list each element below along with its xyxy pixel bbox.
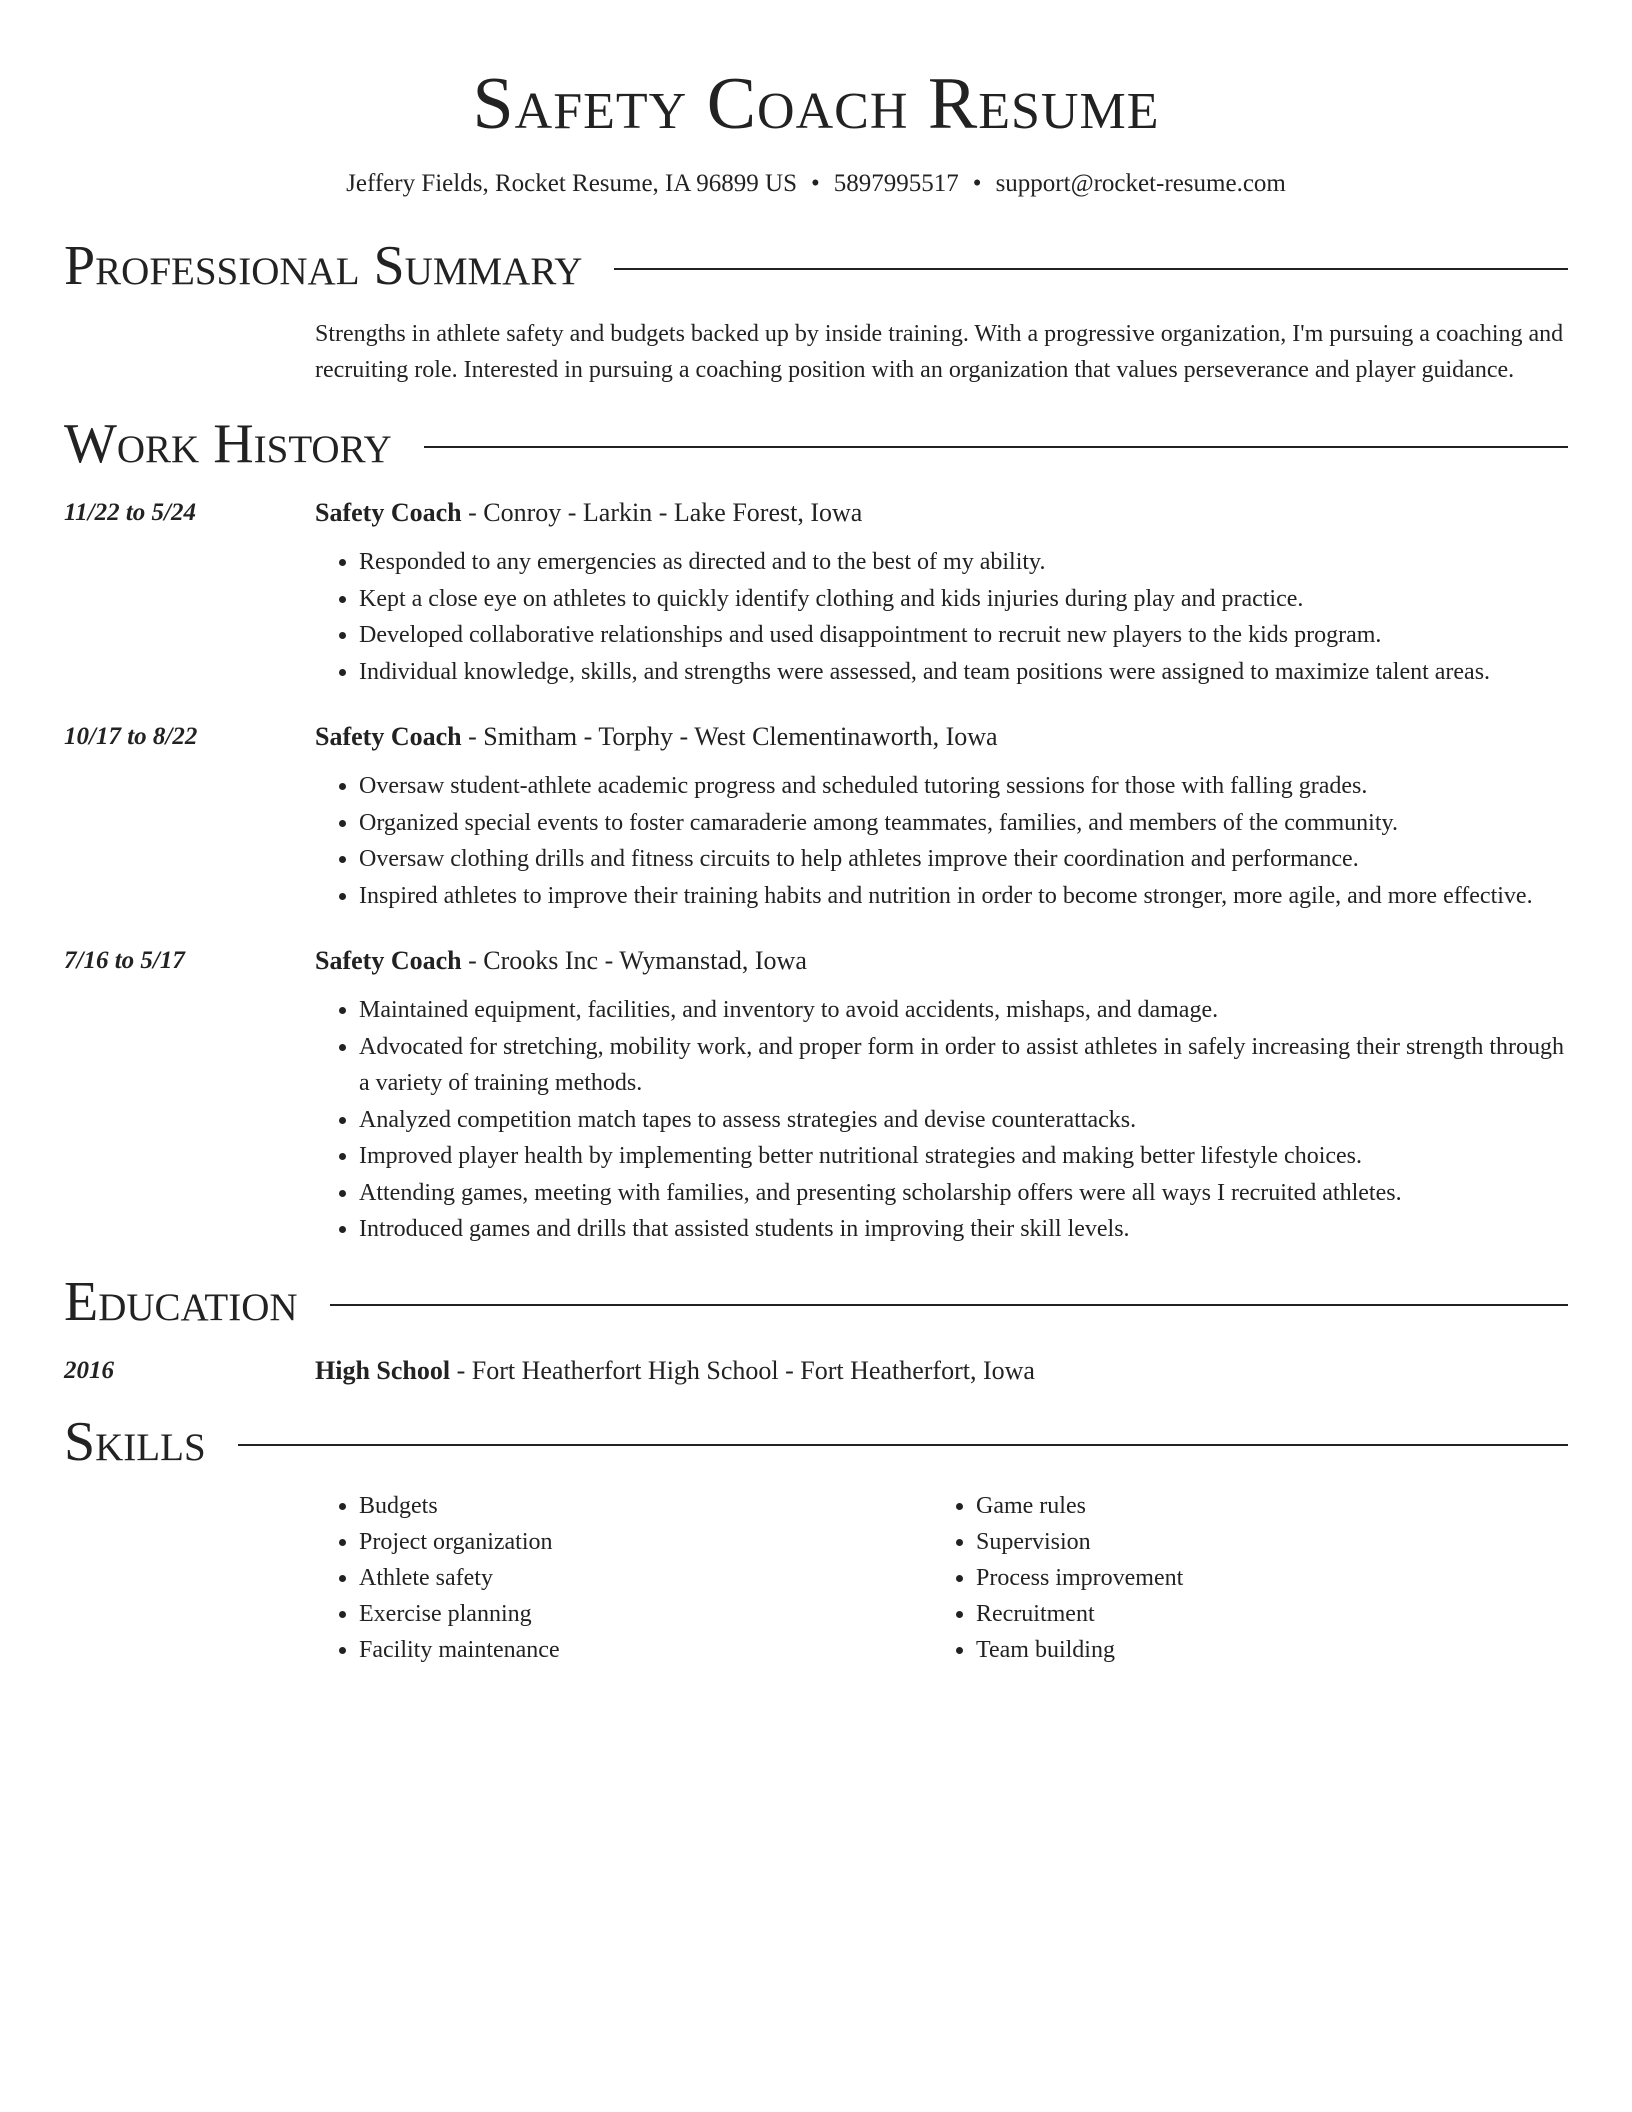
education-heading: Education	[64, 1270, 298, 1333]
skill-item: • Team building	[976, 1632, 1549, 1668]
education-entry	[64, 1354, 1568, 1388]
summary-heading: Professional Summary	[64, 235, 583, 297]
education-section-header	[64, 1270, 1568, 1334]
education-body	[315, 1354, 1568, 1388]
education-line	[315, 1354, 1568, 1388]
job-title-line	[315, 496, 1568, 530]
resume-title: Safety Coach Resume	[472, 63, 1160, 145]
job-body	[315, 944, 1568, 1248]
contact-separator: •	[811, 170, 820, 197]
job-bullet: • Individual knowledge, skills, and strengths were assessed, and team positions were assigned to maximize talent areas.	[359, 654, 1568, 691]
job-body	[315, 720, 1568, 914]
job-bullet: • Oversaw student-athlete academic progress and scheduled tutoring sessions for those with falling grades.	[359, 768, 1568, 805]
skills-spacer	[64, 1488, 315, 1668]
skills-row	[64, 1488, 1568, 1668]
job-title: Safety Coach	[315, 498, 462, 527]
work-section-header	[64, 412, 1568, 476]
contact-separator: •	[972, 170, 982, 197]
summary-section-header	[64, 234, 1568, 298]
skill-item: • Budgets	[359, 1488, 932, 1524]
section-divider	[330, 1304, 1568, 1306]
job-bullet: • Improved player health by implementing better nutritional strategies and making better lifestyle choices.	[359, 1138, 1568, 1175]
job-bullet: • Analyzed competition match tapes to assess strategies and devise counterattacks.	[359, 1102, 1568, 1139]
job-entry	[64, 720, 1568, 914]
job-title-line	[315, 944, 1568, 978]
job-title: Safety Coach	[315, 722, 462, 751]
job-entry	[64, 944, 1568, 1248]
job-bullet: • Kept a close eye on athletes to quickly identify clothing and kids injuries during play and practice.	[359, 581, 1568, 618]
skills-list	[932, 1488, 1549, 1668]
job-body	[315, 496, 1568, 690]
contact-line	[64, 168, 1568, 200]
education-degree: High School	[315, 1355, 451, 1385]
skill-item: • Facility maintenance	[359, 1632, 932, 1668]
skills-column-left	[315, 1488, 932, 1668]
skills-section-header	[64, 1410, 1568, 1474]
skill-item: • Recruitment	[976, 1596, 1549, 1632]
section-divider	[238, 1444, 1568, 1446]
job-bullet: • Advocated for stretching, mobility work, and proper form in order to assist athletes in safely increasing their strength through a variety of training methods.	[359, 1029, 1568, 1102]
education-year: 2016	[64, 1356, 114, 1384]
job-details: - Smitham - Torphy - West Clementinaworth, Iowa	[461, 722, 998, 751]
job-bullets	[315, 544, 1568, 690]
skill-item: • Project organization	[359, 1524, 932, 1560]
skill-item: • Exercise planning	[359, 1596, 932, 1632]
education-details: - Fort Heatherfort High School - Fort Heatherfort, Iowa	[450, 1355, 1035, 1385]
skills-column-right	[932, 1488, 1549, 1668]
section-divider	[614, 268, 1568, 270]
contact-email[interactable]: support@rocket-resume.com	[995, 170, 1286, 197]
contact-address: Jeffery Fields, Rocket Resume, IA 96899 US	[346, 170, 798, 197]
section-divider	[424, 446, 1568, 448]
skill-item: • Game rules	[976, 1488, 1549, 1524]
summary-spacer	[64, 316, 315, 388]
job-bullet: • Developed collaborative relationships and used disappointment to recruit new players to the kids program.	[359, 617, 1568, 654]
job-details: - Conroy - Larkin - Lake Forest, Iowa	[461, 498, 863, 527]
job-bullet: • Organized special events to foster camaraderie among teammates, families, and members of the community.	[359, 805, 1568, 842]
job-bullets	[315, 768, 1568, 914]
work-heading: Work History	[64, 413, 392, 475]
skill-item: • Process improvement	[976, 1560, 1549, 1596]
summary-row	[64, 316, 1568, 388]
job-bullet: • Oversaw clothing drills and fitness circuits to help athletes improve their coordination and performance.	[359, 841, 1568, 878]
resume-page	[64, 0, 1568, 1668]
job-title: Safety Coach	[315, 946, 462, 975]
job-bullet: • Responded to any emergencies as directed and to the best of my ability.	[359, 544, 1568, 581]
job-details: - Crooks Inc - Wymanstad, Iowa	[461, 946, 807, 975]
job-bullet: • Maintained equipment, facilities, and inventory to avoid accidents, mishaps, and damage.	[359, 992, 1568, 1029]
job-bullet: • Attending games, meeting with families, and presenting scholarship offers were all ways I recruited athletes.	[359, 1175, 1568, 1212]
job-dates: 11/22 to 5/24	[64, 499, 196, 526]
job-bullet: • Introduced games and drills that assisted students in improving their skill levels.	[359, 1211, 1568, 1248]
skills-heading: Skills	[64, 1410, 206, 1473]
job-bullets	[315, 992, 1568, 1248]
contact-phone: 5897995517	[833, 170, 959, 197]
job-bullet: • Inspired athletes to improve their training habits and nutrition in order to become stronger, more agile, and more effective.	[359, 878, 1568, 915]
job-title-line	[315, 720, 1568, 754]
job-dates: 10/17 to 8/22	[64, 723, 198, 750]
summary-text: Strengths in athlete safety and budgets backed up by inside training. With a progressive organization, I'm pursuing a coaching and recruiting role. Interested in pursuing a coaching position with an organization that values perseverance and player guidance.	[315, 321, 1564, 383]
skill-item: • Supervision	[976, 1524, 1549, 1560]
job-entry	[64, 496, 1568, 690]
skill-item: • Athlete safety	[359, 1560, 932, 1596]
skills-list	[315, 1488, 932, 1668]
job-dates: 7/16 to 5/17	[64, 947, 185, 974]
